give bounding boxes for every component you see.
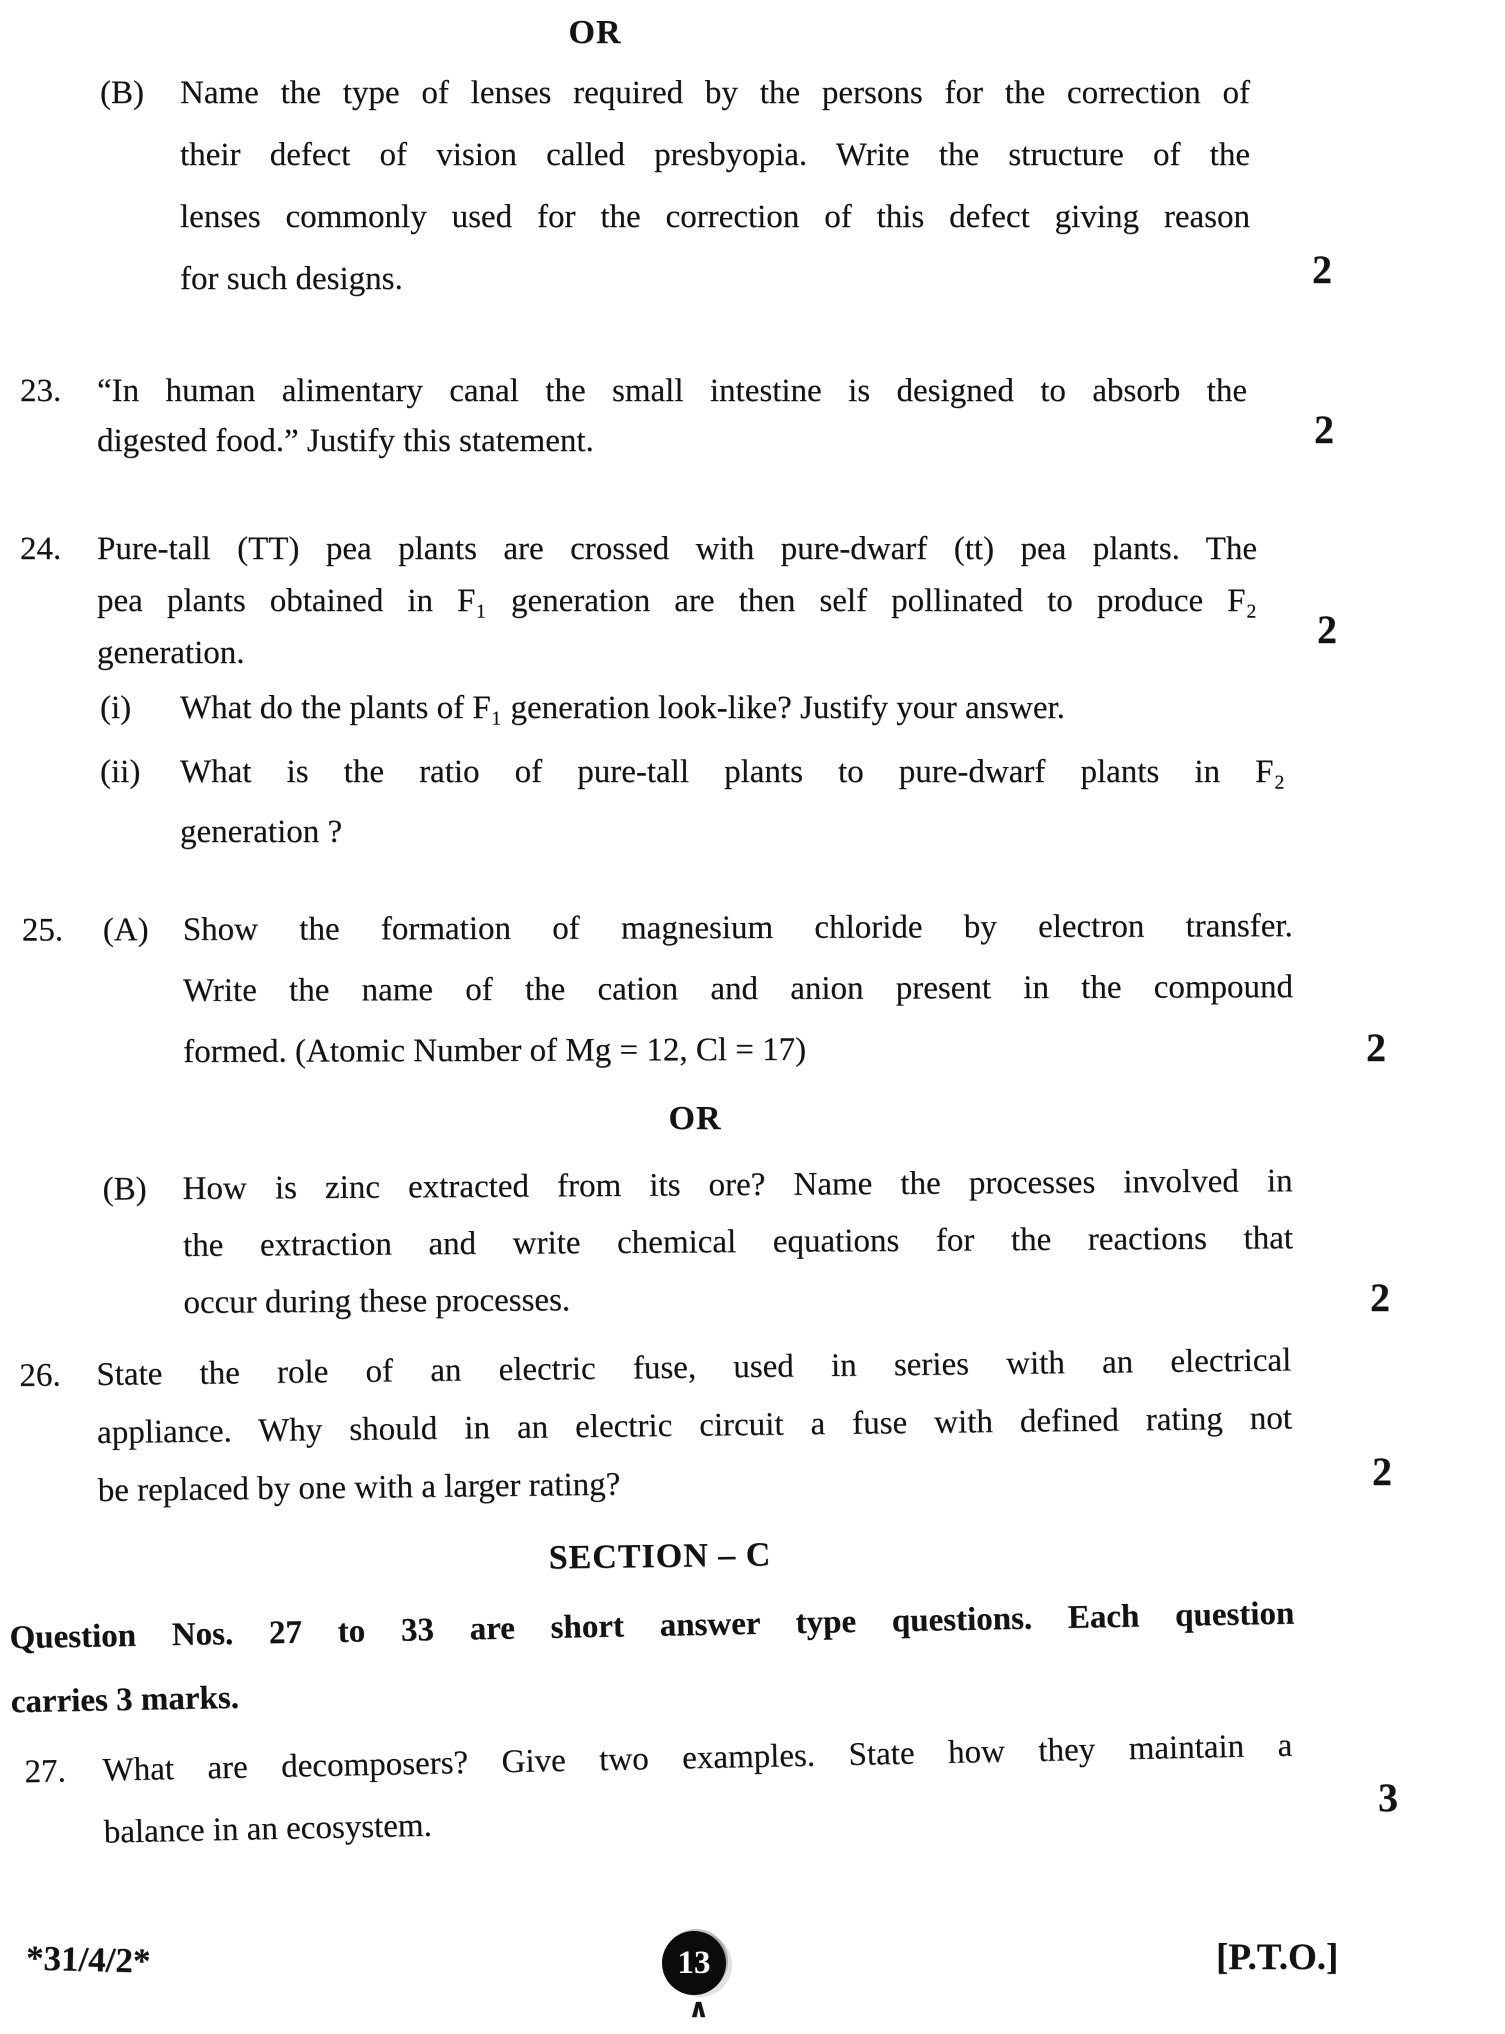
marks-value: 2 xyxy=(1366,1025,1386,1070)
question-text-line: the extraction and write chemical equations for the reactions that xyxy=(182,1220,1294,1264)
page-number-badge xyxy=(662,1931,726,1995)
instruction-text-line: carries 3 marks. xyxy=(10,1679,240,1721)
question-text-line: occur during these processes. xyxy=(183,1282,571,1321)
subpart-label: (ii) xyxy=(100,754,141,790)
caret-mark: ∧ xyxy=(688,1994,710,2023)
question-24-subpart-i xyxy=(0,682,1505,734)
subpart-text xyxy=(180,682,1230,734)
question-text-line: digested food.” Justify this statement. xyxy=(97,423,594,459)
question-text-line: be replaced by one with a larger rating? xyxy=(97,1466,621,1510)
question-text-line: What is the ratio of pure-tall plants to pure-dwarf plants in F₂ xyxy=(180,754,1285,790)
instruction-text-line: Question Nos. 27 to 33 are short answer type questions. Each question xyxy=(9,1595,1295,1657)
question-text-line: formed. (Atomic Number of Mg = 12, Cl = 17) xyxy=(183,1031,807,1070)
question-text xyxy=(97,366,1247,466)
marks-value: 3 xyxy=(1378,1775,1398,1820)
question-text-line: their defect of vision called presbyopia. Write the structure of the xyxy=(180,137,1250,173)
section-instruction xyxy=(0,1578,1505,1735)
question-number: 23. xyxy=(20,373,62,409)
question-text xyxy=(96,1331,1293,1520)
marks-value: 2 xyxy=(1314,407,1334,452)
question-text-line: generation. xyxy=(97,635,245,671)
question-25b xyxy=(0,1152,1505,1334)
subpart-label: (i) xyxy=(100,690,132,726)
marks-value: 2 xyxy=(1372,1449,1392,1494)
question-25a xyxy=(0,895,1505,1083)
question-number: 27. xyxy=(24,1753,67,1791)
or-heading-top: OR xyxy=(568,14,622,51)
question-text-line: generation ? xyxy=(180,814,343,850)
question-part-label: (A) xyxy=(102,912,149,949)
question-text-line: for such designs. xyxy=(180,261,403,297)
question-text-line: pea plants obtained in F₁ generation are then self pollinated to produce F₂ xyxy=(97,583,1257,619)
marks-value: 2 xyxy=(1312,247,1332,292)
question-24 xyxy=(0,523,1505,679)
question-text xyxy=(180,62,1250,310)
question-text xyxy=(183,896,1294,1083)
question-text-line: What do the plants of F₁ generation look-like? Justify your answer. xyxy=(180,690,1065,726)
question-text-line: balance in an ecosystem. xyxy=(103,1807,433,1851)
question-text-line: appliance. Why should in an electric circuit a fuse with defined rating not xyxy=(96,1400,1293,1452)
question-part-label: (B) xyxy=(100,75,144,111)
question-text xyxy=(102,1715,1294,1864)
question-text-line: What are decomposers? Give two examples. State how they maintain a xyxy=(102,1727,1293,1789)
question-text-line: “In human alimentary canal the small intestine is designed to absorb the xyxy=(97,373,1247,409)
marks-value: 2 xyxy=(1317,607,1337,652)
question-text xyxy=(97,523,1257,679)
pto-label: [P.T.O.] xyxy=(1216,1937,1339,1978)
question-26 xyxy=(0,1329,1505,1521)
question-part-label: (B) xyxy=(102,1171,147,1208)
page-number: 13 xyxy=(677,1944,711,1981)
question-23 xyxy=(0,366,1505,466)
question-27 xyxy=(0,1710,1505,1865)
question-text-line: Name the type of lenses required by the persons for the correction of xyxy=(180,75,1250,111)
section-heading: SECTION – C xyxy=(548,1536,772,1577)
question-22b xyxy=(0,62,1505,310)
subpart-text xyxy=(180,742,1285,862)
question-text-line: How is zinc extracted from its ore? Name the processes involved in xyxy=(182,1163,1293,1207)
or-heading-middle: OR xyxy=(668,1100,722,1137)
question-text-line: Show the formation of magnesium chloride by electron transfer. xyxy=(182,908,1293,948)
question-text xyxy=(182,1153,1293,1332)
paper-code: *31/4/2* xyxy=(25,1938,151,1981)
marks-value: 2 xyxy=(1370,1275,1390,1320)
question-number: 25. xyxy=(21,912,64,949)
question-text-line: lenses commonly used for the correction of this defect giving reason xyxy=(180,199,1250,235)
question-number: 26. xyxy=(19,1357,61,1394)
instruction-text xyxy=(9,1582,1296,1735)
question-number: 24. xyxy=(20,531,62,567)
question-text-line: Write the name of the cation and anion present in the compound xyxy=(182,969,1294,1009)
question-24-subpart-ii xyxy=(0,742,1505,862)
question-text-line: State the role of an electric fuse, used in series with an electrical xyxy=(96,1342,1292,1394)
question-text-line: Pure-tall (TT) pea plants are crossed with pure-dwarf (tt) pea plants. The xyxy=(97,531,1257,567)
